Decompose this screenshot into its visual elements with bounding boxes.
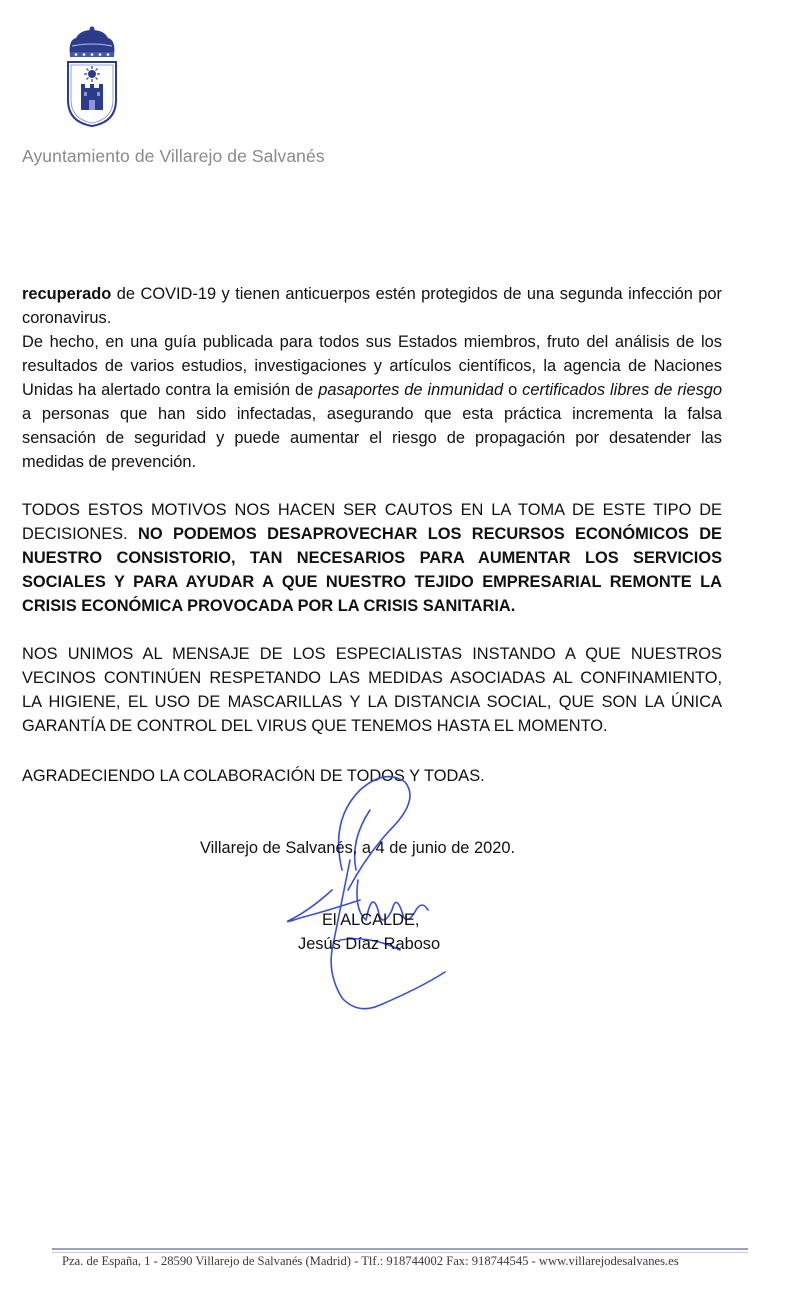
italic-term-1: pasaportes de inmunidad bbox=[318, 381, 504, 399]
footer-divider-thin bbox=[52, 1252, 748, 1253]
footer-divider bbox=[52, 1248, 748, 1250]
italic-term-2: certificados libres de riesgo bbox=[522, 381, 722, 399]
paragraph-2-text-b: o bbox=[503, 381, 523, 399]
coat-of-arms-icon bbox=[62, 26, 122, 128]
paragraph-2-text-c: a personas que han sido infectadas, asegurando que esta práctica incrementa la falsa sensación de seguridad y puede aumentar el riesgo de propagación por desatender las medidas de prevención. bbox=[22, 405, 722, 471]
paragraph-3-text: TODOS ESTOS MOTIVOS NOS HACEN SER CAUTOS EN LA TOMA DE ESTE TIPO DE DECISIONES. bbox=[22, 501, 722, 543]
signer-name: Jesús Díaz Raboso bbox=[298, 935, 441, 953]
paragraph-3 bbox=[22, 498, 722, 618]
signature-icon bbox=[270, 760, 460, 1020]
paragraph-1 bbox=[22, 282, 722, 330]
letter-body bbox=[22, 282, 722, 738]
place-date: Villarejo de Salvanés, a 4 de junio de 2020. bbox=[200, 839, 515, 857]
paragraph-3-bold: NO PODEMOS DESAPROVECHAR LOS RECURSOS ECONÓMICOS DE NUESTRO CONSISTORIO, TAN NECESARIOS PARA AUMENTAR LOS SERVICIOS SOCIALES Y PARA AYUDAR A QUE NUESTRO TEJIDO EMPRESARIAL REMONTE LA CRISIS ECONÓMICA PROVOCADA POR LA CRISIS SANITARIA. bbox=[22, 525, 722, 615]
closing-line: AGRADECIENDO LA COLABORACIÓN DE TODOS Y TODAS. bbox=[22, 767, 485, 785]
footer-address: Pza. de España, 1 - 28590 Villarejo de Salvanés (Madrid) - Tlf.: 918744002 Fax: 918744545 - www.villarejodesalvanes.es bbox=[62, 1254, 679, 1268]
paragraph-1-text: de COVID-19 y tienen anticuerpos estén protegidos de una segunda infección por coronavirus. bbox=[22, 285, 722, 327]
paragraph-4: NOS UNIMOS AL MENSAJE DE LOS ESPECIALISTAS INSTANDO A QUE NUESTROS VECINOS CONTINÚEN RESPETANDO LAS MEDIDAS ASOCIADAS AL CONFINAMIENTO, LA HIGIENE, EL USO DE MASCARILLAS Y LA DISTANCIA SOCIAL, QUE SON LA ÚNICA GARANTÍA DE CONTROL DEL VIRUS QUE TENEMOS HASTA EL MOMENTO. bbox=[22, 645, 722, 735]
organization-name: Ayuntamiento de Villarejo de Salvanés bbox=[22, 146, 325, 166]
paragraph-2 bbox=[22, 330, 722, 474]
bold-lead: recuperado bbox=[22, 285, 112, 303]
signer-role: El ALCALDE, bbox=[322, 911, 420, 929]
paragraph-2-text-a: De hecho, en una guía publicada para todos sus Estados miembros, fruto del análisis de los resultados de varios estudios, investigaciones y artículos científicos, la agencia de Naciones Unidas ha alertado contra la emisión de bbox=[22, 333, 722, 399]
